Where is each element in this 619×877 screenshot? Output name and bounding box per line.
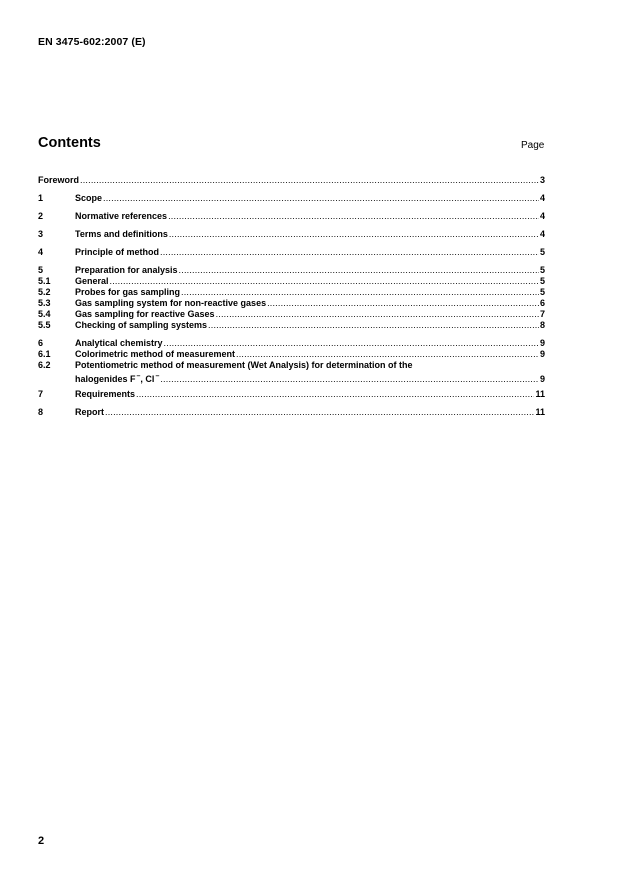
dot-leader <box>169 229 539 240</box>
toc-entry-title: Requirements <box>75 389 136 399</box>
toc-entry-4[interactable] <box>38 247 545 258</box>
dot-leader <box>105 407 534 418</box>
toc-entry-5-3[interactable] <box>38 298 545 309</box>
toc-entry-title: Checking of sampling systems <box>75 320 208 330</box>
toc-entry-6-1[interactable] <box>38 349 545 360</box>
toc-entry-number: 4 <box>38 247 44 257</box>
toc-entry-title: Gas sampling for reactive Gases <box>75 309 215 319</box>
toc-entry-number: 6.2 <box>38 360 51 370</box>
toc-entry-number: 2 <box>38 211 44 221</box>
dot-leader <box>103 193 539 204</box>
toc-entry-1[interactable] <box>38 193 545 204</box>
toc-entry-page: 4 <box>539 211 545 221</box>
toc-entry-number: 5.4 <box>38 309 51 319</box>
toc-entry-title: Foreword <box>38 175 80 185</box>
toc-entry-number: 1 <box>38 193 44 203</box>
document-header: EN 3475-602:2007 (E) <box>38 36 146 48</box>
toc-entry-title: Colorimetric method of measurement <box>75 349 236 359</box>
toc-entry-title: Analytical chemistry <box>75 338 163 348</box>
toc-entry-page: 5 <box>539 287 545 297</box>
toc-entry-number: 5.5 <box>38 320 51 330</box>
toc-entry-number: 8 <box>38 407 44 417</box>
toc-entry-number: 3 <box>38 229 44 239</box>
toc-entry-number: 5.2 <box>38 287 51 297</box>
toc-entry-title: Preparation for analysis <box>75 265 178 275</box>
toc-entry-number: 6 <box>38 338 44 348</box>
toc-entry-page: 9 <box>539 349 545 359</box>
page-column-label: Page <box>521 140 545 151</box>
table-of-contents <box>38 175 545 418</box>
toc-entry-number: 6.1 <box>38 349 51 359</box>
toc-entry-page: 9 <box>539 374 545 384</box>
dot-leader <box>208 320 539 331</box>
toc-entry-number: 7 <box>38 389 44 399</box>
toc-entry-number: 5 <box>38 265 44 275</box>
toc-entry-6[interactable] <box>38 338 545 349</box>
toc-entry-page: 5 <box>539 265 545 275</box>
toc-entry-number: 5.1 <box>38 276 51 286</box>
toc-entry-page: 11 <box>535 407 545 417</box>
page-number: 2 <box>38 835 45 847</box>
toc-entry-page: 11 <box>535 389 545 399</box>
toc-entry-number: 5.3 <box>38 298 51 308</box>
toc-entry-title: Probes for gas sampling <box>75 287 181 297</box>
toc-entry-8[interactable] <box>38 407 545 418</box>
toc-entry-5-1[interactable] <box>38 276 545 287</box>
toc-entry-5-4[interactable] <box>38 309 545 320</box>
dot-leader <box>179 265 539 276</box>
contents-title: Contents <box>38 135 101 151</box>
dot-leader <box>267 298 539 309</box>
toc-entry-7[interactable] <box>38 389 545 400</box>
toc-entry-title: Terms and definitions <box>75 229 168 239</box>
dot-leader <box>110 276 539 287</box>
toc-entry-title-line1: Potentiometric method of measurement (Wet Analysis) for determination of the <box>75 360 413 370</box>
toc-entry-page: 3 <box>539 175 545 185</box>
toc-entry-page: 7 <box>539 309 545 319</box>
toc-entry-page: 8 <box>539 320 545 330</box>
dot-leader <box>164 338 539 349</box>
toc-entry-title: Gas sampling system for non-reactive gases <box>75 298 267 308</box>
dot-leader <box>216 309 539 320</box>
toc-entry-5[interactable] <box>38 265 545 276</box>
dot-leader <box>236 349 539 360</box>
toc-entry-page: 6 <box>539 298 545 308</box>
toc-entry-title: Scope <box>75 193 103 203</box>
toc-entry-3[interactable] <box>38 229 545 240</box>
toc-entry-page: 4 <box>539 193 545 203</box>
toc-entry-title: Report <box>75 407 104 417</box>
toc-entry-title: Normative references <box>75 211 168 221</box>
toc-entry-page: 5 <box>539 247 545 257</box>
dot-leader <box>80 175 539 186</box>
toc-entry-5-5[interactable] <box>38 320 545 331</box>
dot-leader <box>160 247 539 258</box>
dot-leader <box>160 374 539 385</box>
toc-entry-page: 5 <box>539 276 545 286</box>
toc-entry-6-2[interactable] <box>38 360 545 382</box>
toc-entry-2[interactable] <box>38 211 545 222</box>
dot-leader <box>168 211 539 222</box>
toc-entry-page: 9 <box>539 338 545 348</box>
toc-entry-page: 4 <box>539 229 545 239</box>
toc-entry-5-2[interactable] <box>38 287 545 298</box>
toc-entry-title-line2: halogenides F–, Cl– <box>75 373 160 384</box>
dot-leader <box>181 287 539 298</box>
toc-entry-title: General <box>75 276 109 286</box>
dot-leader <box>136 389 534 400</box>
toc-entry-foreword[interactable] <box>38 175 545 186</box>
toc-entry-title: Principle of method <box>75 247 160 257</box>
